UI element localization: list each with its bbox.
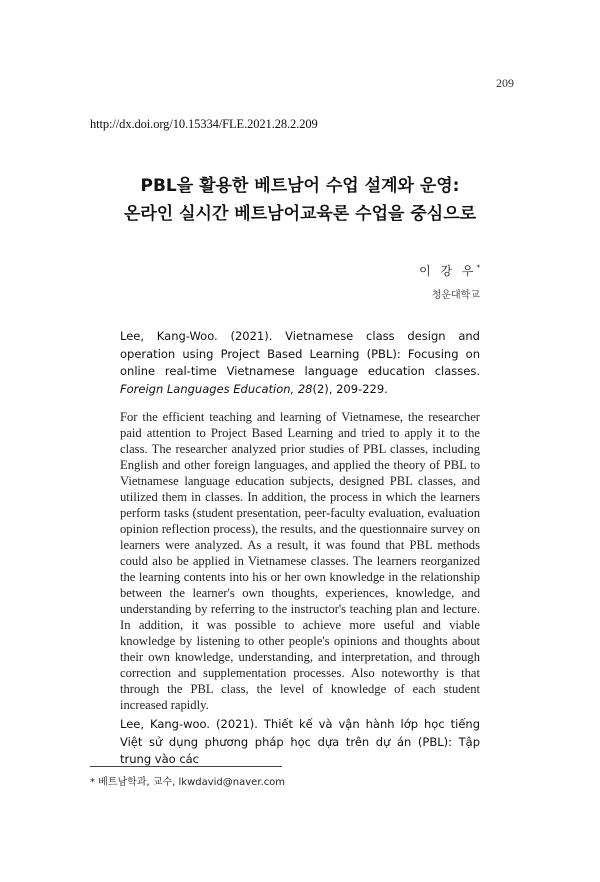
author-name-text: 이 강 우 <box>419 264 477 278</box>
citation-issue-pages: (2), 209-229. <box>312 381 388 396</box>
doi-link[interactable]: http://dx.doi.org/10.15334/FLE.2021.28.2.209 <box>90 117 318 131</box>
author-footnote-marker: * <box>476 264 480 272</box>
footnote-divider <box>90 766 282 767</box>
vietnamese-citation: Lee, Kang-woo. (2021). Thiết kế và vận hành lớp học tiếng Việt sử dụng phương pháp học dựa trên dự án (PBL): Tập trung vào các <box>120 717 480 766</box>
citation-lead: Lee, Kang-Woo. (2021). Vietnamese class design and operation using Project Based Learning (PBL): Focusing on online real-time Vietnamese language education classes. <box>120 329 480 378</box>
abstract: For the efficient teaching and learning of Vietnamese, the researcher paid attention to Project Based Learning and tried to apply it to the class. The researcher analyzed prior studies of PBL classes, including English and other foreign languages, and applied the theory of PBL to Vietnamese language education subjects, designed PBL classes, and utilized them in classes. In addition, the process in which the learners perform tasks (student presentation, peer-faculty evaluation, evaluation opinion reflection process), the results, and the questionnaire survey on learners were analyzed. As a result, it was found that PBL methods could also be applied in Vietnamese classes. The learners reorganized the learning contents into his or her own knowledge in the relationship between the learner's own thoughts, experiences, knowledge, and understanding by referring to the instructor's teaching plan and lecture. In addition, it was possible to achieve more useful and viable knowledge by listening to other people's opinions and thoughts about their own knowledge, understanding, and interpretation, and through correction and supplementation processes. Also noteworthy is that through the PBL class, the level of knowledge of each student increased rapidly. <box>120 410 480 712</box>
title-line-1: PBL을 활용한 베트남어 수업 설계와 운영: <box>140 176 460 196</box>
author-affiliation: 청운대학교 <box>431 290 480 301</box>
footnote: * 베트남학과, 교수, lkwdavid@naver.com <box>90 777 286 788</box>
english-citation <box>120 328 480 398</box>
title-line-2: 온라인 실시간 베트남어교육론 수업을 중심으로 <box>123 204 477 224</box>
page-number: 209 <box>496 76 514 90</box>
author-name <box>419 262 480 279</box>
paper-title <box>0 172 600 228</box>
citation-journal: Foreign Languages Education, 28 <box>120 381 313 396</box>
